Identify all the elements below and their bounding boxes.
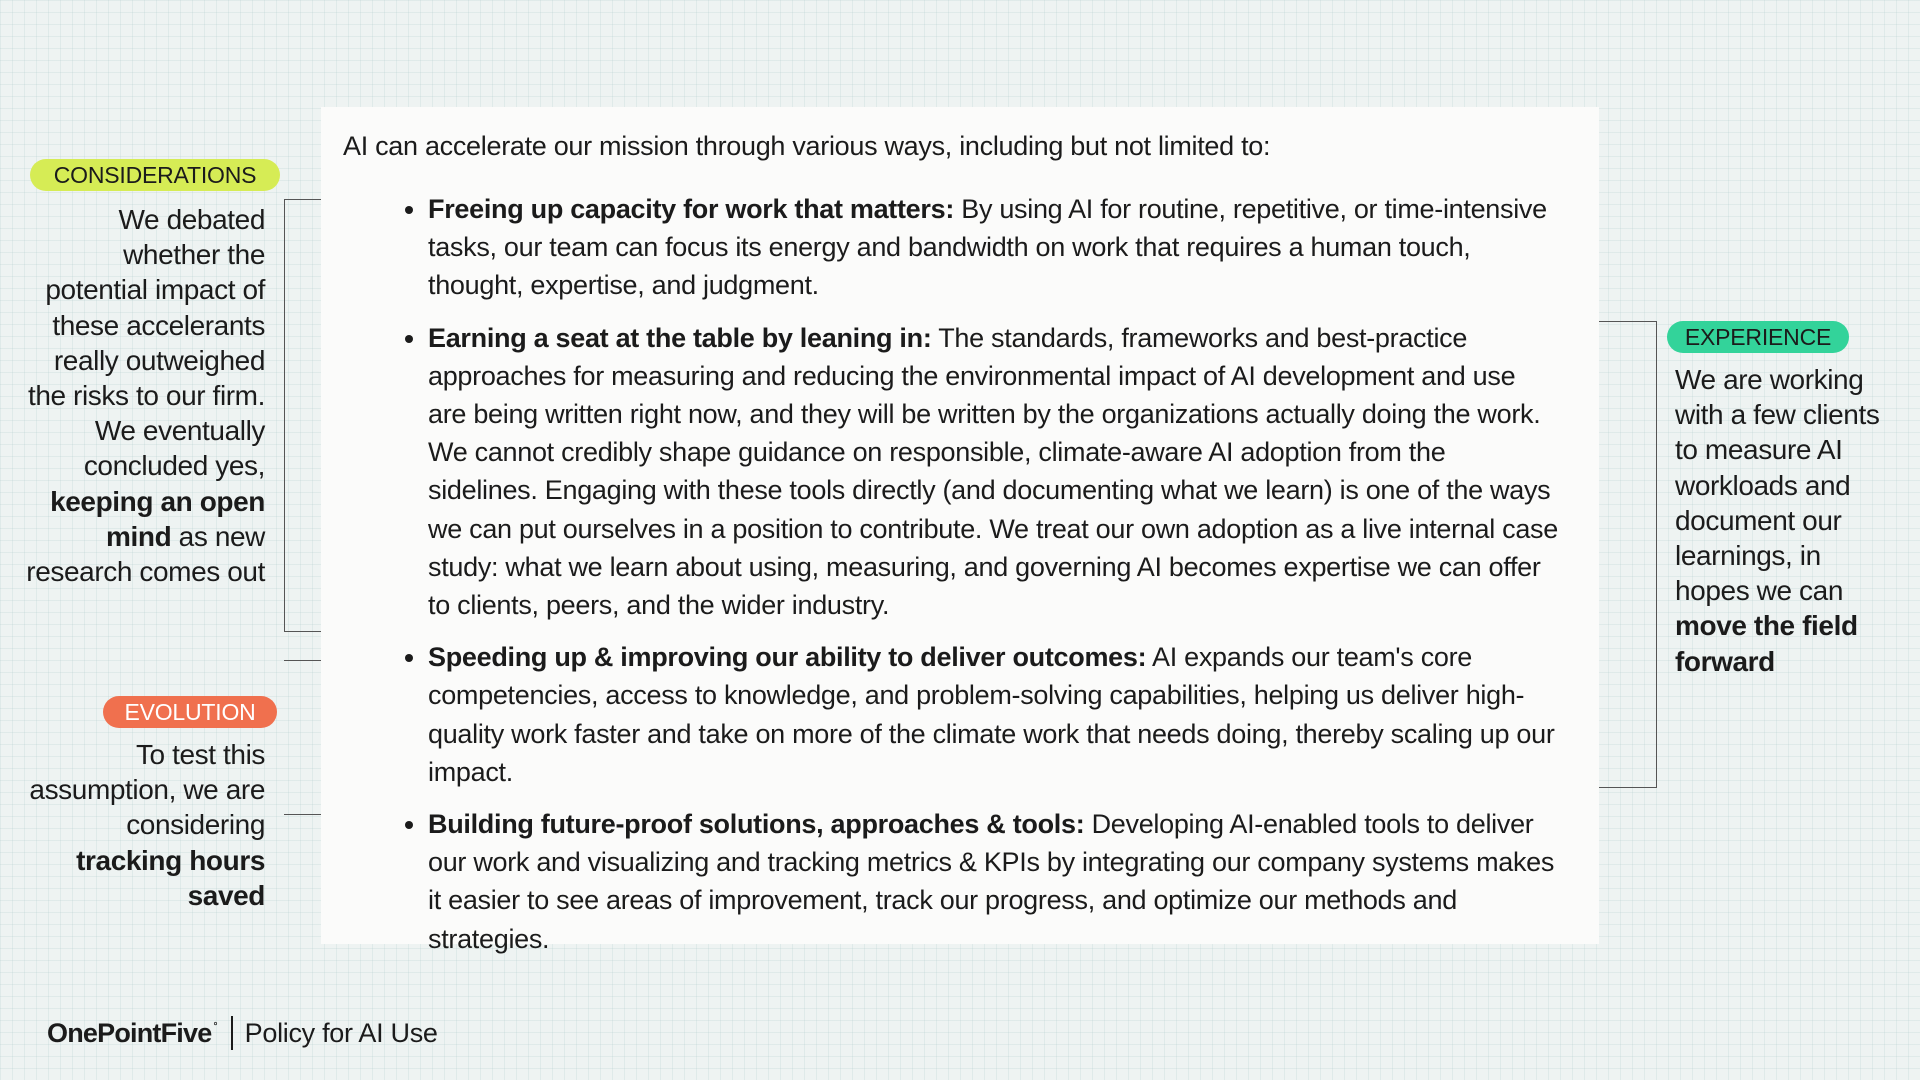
- bullet-title: Speeding up & improving our ability to deliver outcomes:: [428, 642, 1147, 673]
- company-logo: [47, 1018, 215, 1049]
- document-title: Policy for AI Use: [244, 1017, 438, 1048]
- experience-highlight: move the field forward: [1675, 610, 1858, 677]
- evolution-tag: EVOLUTION: [103, 696, 277, 728]
- bullet-title: Earning a seat at the table by leaning in:: [428, 322, 932, 353]
- logo-degree-mark: °: [213, 1020, 217, 1032]
- considerations-text: [20, 202, 265, 589]
- considerations-highlight: keeping an open mind: [50, 485, 265, 552]
- experience-connector: [1599, 321, 1657, 788]
- bullet-text: AI expands our team's core competencies, access to knowledge, and problem-solving capabilities, helping us deliver high-quality work faster and take on more of the climate work that needs doing, thereby scaling up our impact.: [428, 642, 1555, 787]
- bullet-item-future-proof: [428, 805, 1559, 958]
- evolution-highlight: tracking hours saved: [76, 844, 265, 911]
- bullet-title: Building future-proof solutions, approaches & tools:: [428, 809, 1085, 840]
- experience-tag: EXPERIENCE: [1667, 321, 1849, 353]
- bullet-item-seat-at-table: [428, 319, 1559, 625]
- bullet-text: Developing AI-enabled tools to deliver our work and visualizing and tracking metrics & KPIs by integrating our company systems makes it easier to see areas of improvement, track our progress, and optimize our methods and strategies.: [428, 809, 1555, 954]
- logo-wordmark: OnePointFive: [47, 1017, 212, 1048]
- evolution-text: [20, 737, 265, 913]
- experience-body: We are working with a few clients to measure AI workloads and document our learnings, in hopes we can: [1675, 364, 1880, 607]
- footer-divider: [231, 1016, 233, 1050]
- considerations-connector: [284, 199, 321, 632]
- bullet-text: By using AI for routine, repetitive, or time-intensive tasks, our team can focus its energy and bandwidth on work that requires a human touch, thought, expertise, and judgment.: [428, 194, 1547, 301]
- bullet-text: The standards, frameworks and best-practice approaches for measuring and reducing the environmental impact of AI development and use are being written right now, and they will be written by the organizations actually doing the work. We cannot credibly shape guidance on responsible, climate-aware AI adoption from the sidelines. Engaging with these tools directly (and documenting what we learn) is one of the ways we can put ourselves in a position to contribute. We treat our own adoption as a live internal case study: what we learn about using, measuring, and governing AI becomes expertise we can offer to clients, peers, and the wider industry.: [428, 322, 1558, 621]
- evolution-body: To test this assumption, we are considering: [29, 739, 265, 841]
- bullet-list: [343, 190, 1559, 958]
- bullet-item-outcomes: [428, 638, 1559, 791]
- footer: [47, 1015, 438, 1051]
- considerations-body-end: as new research comes out: [26, 520, 265, 588]
- main-card: [321, 107, 1599, 954]
- considerations-body: We debated whether the potential impact of these accelerants really outweighed the risks to our firm. We eventually concluded yes,: [27, 204, 265, 482]
- experience-text: [1675, 362, 1890, 679]
- intro-text: AI can accelerate our mission through various ways, including but not limited to:: [343, 131, 1271, 161]
- bullet-title: Freeing up capacity for work that matters:: [428, 194, 955, 224]
- bullet-item-capacity: [428, 190, 1559, 305]
- considerations-tag: CONSIDERATIONS: [30, 159, 280, 191]
